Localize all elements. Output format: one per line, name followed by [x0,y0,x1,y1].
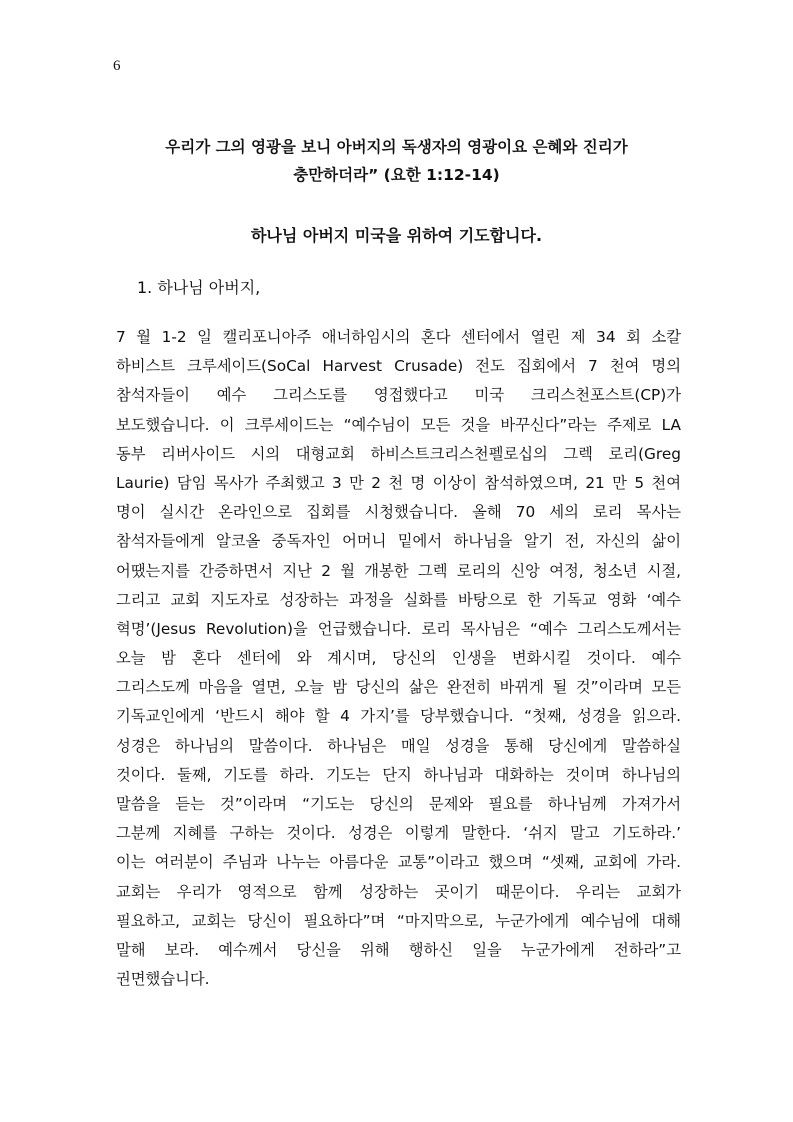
body-line: 동부 리버사이드 시의 대형교회 하비스트크리스천펠로십의 그렉 로리(Greg [116,444,681,463]
body-line: 말해 보라. 예수께서 당신을 위해 행하신 일을 누군가에게 전하라”고 [116,940,681,959]
body-line: 오늘 밤 혼다 센터에 와 계시며, 당신의 인생을 변화시킬 것이다. 예수 [116,649,681,668]
body-line: 것이다. 둘째, 기도를 하라. 기도는 단지 하나님과 대화하는 것이며 하나님의 [116,765,681,784]
body-line: 참석자들에게 알코올 중독자인 어머니 밑에서 하나님을 알기 전, 자신의 삶이 [116,532,681,551]
body-line: 7 월 1-2 일 캘리포니아주 애너하임시의 혼다 센터에서 열린 제 34 회 소칼 [116,328,681,346]
body-line: 기독교인에게 ‘반드시 해야 할 4 가지’를 당부했습니다. “첫째, 성경을 읽으라. [116,707,681,726]
body-line: 그리스도께 마음을 열면, 오늘 밤 당신의 삶은 완전히 바뀌게 될 것”이라며 모든 [116,678,681,697]
body-line: 혁명’(Jesus Revolution)을 언급했습니다. 로리 목사님은 “예수 그리스도께서는 [116,619,681,638]
body-line: Laurie) 담임 목사가 주최했고 3 만 2 천 명 이상이 참석하였으며, 21 만 5 천여 [116,473,681,492]
body-line: 어땠는지를 간증하면서 지난 2 월 개봉한 그렉 로리의 신앙 여정, 청소년 시절, [116,561,681,580]
body-paragraph [116,323,681,994]
body-line: 보도했습니다. 이 크루세이드는 “예수님이 모든 것을 바꾸신다”라는 주제로 LA [116,415,681,434]
page-number: 6 [113,58,121,74]
body-line: 성경은 하나님의 말씀이다. 하나님은 매일 성경을 통해 당신에게 말씀하실 [116,736,681,755]
body-line: 그분께 지혜를 구하는 것이다. 성경은 이렇게 말한다. ‘쉬지 말고 기도하라.’ [116,824,681,843]
body-line: 그리고 교회 지도자로 성장하는 과정을 실화를 바탕으로 한 기독교 영화 ‘예수 [116,590,681,609]
body-line: 교회는 우리가 영적으로 함께 성장하는 곳이기 때문이다. 우리는 교회가 [116,882,681,901]
prayer-heading: 하나님 아버지 미국을 위하여 기도합니다. [250,226,543,245]
body-line: 권면했습니다. [116,970,210,989]
scripture-verse [100,133,693,189]
body-line: 말씀을 듣는 것”이라며 “기도는 당신의 문제와 필요를 하나님께 가져가서 [116,795,681,813]
list-item: 1. 하나님 아버지, [137,278,261,297]
body-line: 참석자들이 예수 그리스도를 영접했다고 미국 크리스천포스트(CP)가 [116,386,681,405]
body-line: 이는 여러분이 주님과 나누는 아름다운 교통”이라고 했으며 “셋째, 교회에 가라. [116,853,681,872]
verse-line: 우리가 그의 영광을 보니 아버지의 독생자의 영광이요 은혜와 진리가 [165,138,628,156]
verse-line: 충만하더라” (요한 1:12-14) [293,166,500,184]
body-line: 필요하고, 교회는 당신이 필요하다”며 “마지막으로, 누군가에게 예수님에 대해 [116,911,681,930]
body-line: 하비스트 크루세이드(SoCal Harvest Crusade) 전도 집회에서 7 천여 명의 [116,357,681,376]
body-line: 명이 실시간 온라인으로 집회를 시청했습니다. 올해 70 세의 로리 목사는 [116,503,681,522]
